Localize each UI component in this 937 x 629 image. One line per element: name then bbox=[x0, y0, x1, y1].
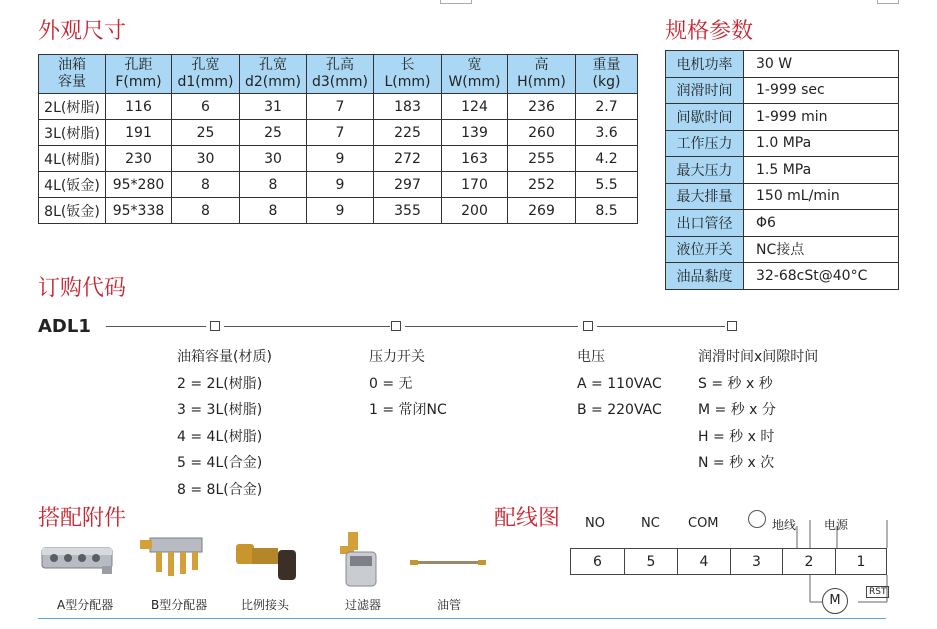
spec-value: 1.0 MPa bbox=[744, 130, 899, 157]
wiring-heading: 配线图 bbox=[494, 506, 561, 531]
terminal-1: 1 bbox=[835, 548, 887, 575]
order-box-tank bbox=[210, 321, 220, 331]
accessory-label: 过滤器 bbox=[345, 598, 382, 612]
spec-key: 液位开关 bbox=[666, 236, 744, 263]
motor-symbol bbox=[822, 588, 848, 614]
order-box-voltage bbox=[583, 321, 593, 331]
dimensions-cell: 4.2 bbox=[576, 146, 638, 172]
spec-key: 出口管径 bbox=[666, 210, 744, 237]
dimensions-cell: 95*338 bbox=[106, 198, 172, 224]
dimensions-cell: 272 bbox=[374, 146, 442, 172]
dimensions-cell: 3L(树脂) bbox=[39, 120, 106, 146]
spec-value: NC接点 bbox=[744, 236, 899, 263]
col-header: 孔高 d3(mm) bbox=[307, 55, 374, 94]
col-header: 孔宽 d1(mm) bbox=[172, 55, 240, 94]
dimensions-cell: 8 bbox=[172, 198, 240, 224]
group-title: 压力开关 bbox=[369, 349, 425, 365]
option: 0 = 无 bbox=[369, 375, 413, 392]
order-line bbox=[106, 326, 206, 327]
dimensions-cell: 4L(钣金) bbox=[39, 172, 106, 198]
option: 4 = 4L(树脂) bbox=[177, 428, 263, 445]
dimensions-cell: 9 bbox=[307, 198, 374, 224]
dimensions-cell: 6 bbox=[172, 94, 240, 120]
spec-key: 工作压力 bbox=[666, 130, 744, 157]
option: 2 = 2L(树脂) bbox=[177, 375, 263, 392]
dimensions-cell: 9 bbox=[307, 146, 374, 172]
spec-value: 1-999 min bbox=[744, 104, 899, 131]
spec-key: 间歇时间 bbox=[666, 104, 744, 131]
col-header: 油箱 容量 bbox=[39, 55, 106, 94]
option: A = 110VAC bbox=[577, 375, 662, 392]
filter-image bbox=[334, 528, 386, 592]
spec-value: 1-999 sec bbox=[744, 77, 899, 104]
terminal-5: 5 bbox=[624, 548, 678, 575]
dimensions-cell: 170 bbox=[442, 172, 508, 198]
group-title: 油箱容量(材质) bbox=[177, 349, 272, 365]
option: M = 秒 x 分 bbox=[698, 402, 776, 419]
accessory-label: 油管 bbox=[437, 598, 462, 612]
top-tab-mark-2 bbox=[877, 0, 899, 4]
dimensions-cell: 191 bbox=[106, 120, 172, 146]
spec-row bbox=[666, 77, 899, 104]
motor-label: M bbox=[829, 593, 841, 608]
dimensions-cell: 3.6 bbox=[576, 120, 638, 146]
order-group-voltage bbox=[577, 344, 662, 424]
col-header: 高 H(mm) bbox=[508, 55, 576, 94]
dimensions-row bbox=[39, 146, 638, 172]
spec-key: 电机功率 bbox=[666, 51, 744, 78]
terminal-label-ground: 地线 bbox=[772, 518, 797, 532]
dimensions-row bbox=[39, 198, 638, 224]
spec-key: 最大压力 bbox=[666, 157, 744, 184]
spec-key: 油品黏度 bbox=[666, 263, 744, 290]
dimensions-cell: 355 bbox=[374, 198, 442, 224]
col-header: 重量 (kg) bbox=[576, 55, 638, 94]
dimensions-cell: 116 bbox=[106, 94, 172, 120]
dimensions-cell: 25 bbox=[240, 120, 307, 146]
spec-value: 150 mL/min bbox=[744, 183, 899, 210]
dimensions-cell: 124 bbox=[442, 94, 508, 120]
order-box-timing bbox=[727, 321, 737, 331]
option: 5 = 4L(合金) bbox=[177, 455, 263, 472]
dimensions-cell: 7 bbox=[307, 120, 374, 146]
order-line bbox=[405, 326, 578, 327]
dimensions-cell: 4L(树脂) bbox=[39, 146, 106, 172]
terminal-label-com: COM bbox=[688, 516, 719, 531]
dimensions-heading: 外观尺寸 bbox=[38, 19, 127, 44]
order-box-switch bbox=[391, 321, 401, 331]
option: 1 = 常闭NC bbox=[369, 402, 447, 419]
dimensions-cell: 260 bbox=[508, 120, 576, 146]
order-group-timing bbox=[698, 344, 818, 477]
dimensions-cell: 163 bbox=[442, 146, 508, 172]
option: S = 秒 x 秒 bbox=[698, 375, 773, 392]
dimensions-cell: 8 bbox=[172, 172, 240, 198]
dimensions-cell: 269 bbox=[508, 198, 576, 224]
terminal-2: 2 bbox=[782, 548, 836, 575]
dimensions-cell: 297 bbox=[374, 172, 442, 198]
dimensions-cell: 252 bbox=[508, 172, 576, 198]
top-tab-mark-1 bbox=[440, 0, 472, 4]
option: 3 = 3L(树脂) bbox=[177, 402, 263, 419]
dimensions-cell: 8 bbox=[240, 198, 307, 224]
distributor-a-image bbox=[40, 538, 116, 582]
dimensions-cell: 8.5 bbox=[576, 198, 638, 224]
option: B = 220VAC bbox=[577, 402, 662, 419]
spec-row bbox=[666, 210, 899, 237]
dimensions-cell: 8 bbox=[240, 172, 307, 198]
spec-row bbox=[666, 183, 899, 210]
spec-key: 最大排量 bbox=[666, 183, 744, 210]
dimensions-cell: 230 bbox=[106, 146, 172, 172]
oil-pipe-image bbox=[410, 556, 486, 568]
dimensions-row bbox=[39, 172, 638, 198]
spec-row bbox=[666, 51, 899, 78]
spec-row bbox=[666, 263, 899, 290]
spec-key: 润滑时间 bbox=[666, 77, 744, 104]
dimensions-cell: 5.5 bbox=[576, 172, 638, 198]
spec-row bbox=[666, 157, 899, 184]
dimensions-cell: 255 bbox=[508, 146, 576, 172]
dimensions-table bbox=[38, 54, 638, 224]
group-title: 电压 bbox=[577, 349, 605, 365]
accessory-label: A型分配器 bbox=[57, 598, 114, 612]
option: H = 秒 x 时 bbox=[698, 428, 775, 445]
order-code-heading: 订购代码 bbox=[38, 276, 127, 301]
order-line bbox=[224, 326, 390, 327]
order-group-switch bbox=[369, 344, 447, 424]
accessory-label: 比例接头 bbox=[241, 598, 290, 612]
dimensions-cell: 236 bbox=[508, 94, 576, 120]
spec-row bbox=[666, 104, 899, 131]
col-header: 孔距 F(mm) bbox=[106, 55, 172, 94]
dimensions-cell: 95*280 bbox=[106, 172, 172, 198]
col-header: 长 L(mm) bbox=[374, 55, 442, 94]
rst-label: RST bbox=[866, 586, 889, 598]
terminal-label-nc: NC bbox=[641, 516, 660, 531]
dimensions-cell: 9 bbox=[307, 172, 374, 198]
accessory-label: B型分配器 bbox=[151, 598, 208, 612]
dimensions-cell: 139 bbox=[442, 120, 508, 146]
group-title: 润滑时间x间隙时间 bbox=[698, 349, 819, 365]
dimensions-cell: 30 bbox=[172, 146, 240, 172]
model-code: ADL1 bbox=[38, 316, 91, 337]
distributor-b-image bbox=[138, 530, 210, 586]
specs-heading: 规格参数 bbox=[665, 19, 754, 44]
proportional-joint-image bbox=[232, 536, 302, 584]
col-header: 宽 W(mm) bbox=[442, 55, 508, 94]
spec-value: 1.5 MPa bbox=[744, 157, 899, 184]
dimensions-cell: 2L(树脂) bbox=[39, 94, 106, 120]
dimensions-cell: 8L(钣金) bbox=[39, 198, 106, 224]
dimensions-cell: 31 bbox=[240, 94, 307, 120]
dimensions-row bbox=[39, 120, 638, 146]
order-line bbox=[597, 326, 725, 327]
terminal-4: 4 bbox=[677, 548, 731, 575]
dimensions-cell: 2.7 bbox=[576, 94, 638, 120]
option: 8 = 8L(合金) bbox=[177, 481, 263, 498]
dimensions-row bbox=[39, 94, 638, 120]
spec-row bbox=[666, 236, 899, 263]
spec-value: 32-68cSt@40°C bbox=[744, 263, 899, 290]
specs-table bbox=[665, 50, 899, 290]
dimensions-cell: 183 bbox=[374, 94, 442, 120]
dimensions-cell: 225 bbox=[374, 120, 442, 146]
dimensions-cell: 7 bbox=[307, 94, 374, 120]
dimensions-cell: 30 bbox=[240, 146, 307, 172]
spec-value: Φ6 bbox=[744, 210, 899, 237]
spec-value: 30 W bbox=[744, 51, 899, 78]
accessories-heading: 搭配附件 bbox=[38, 506, 127, 531]
dimensions-cell: 25 bbox=[172, 120, 240, 146]
dimensions-cell: 200 bbox=[442, 198, 508, 224]
col-header: 孔宽 d2(mm) bbox=[240, 55, 307, 94]
option: N = 秒 x 次 bbox=[698, 455, 775, 472]
spec-row bbox=[666, 130, 899, 157]
terminal-6: 6 bbox=[570, 548, 625, 575]
order-group-tank bbox=[177, 344, 272, 504]
dimensions-header-row bbox=[39, 55, 638, 94]
terminal-label-power: 电源 bbox=[824, 518, 849, 532]
terminal-3: 3 bbox=[730, 548, 783, 575]
terminal-label-no: NO bbox=[585, 516, 605, 531]
